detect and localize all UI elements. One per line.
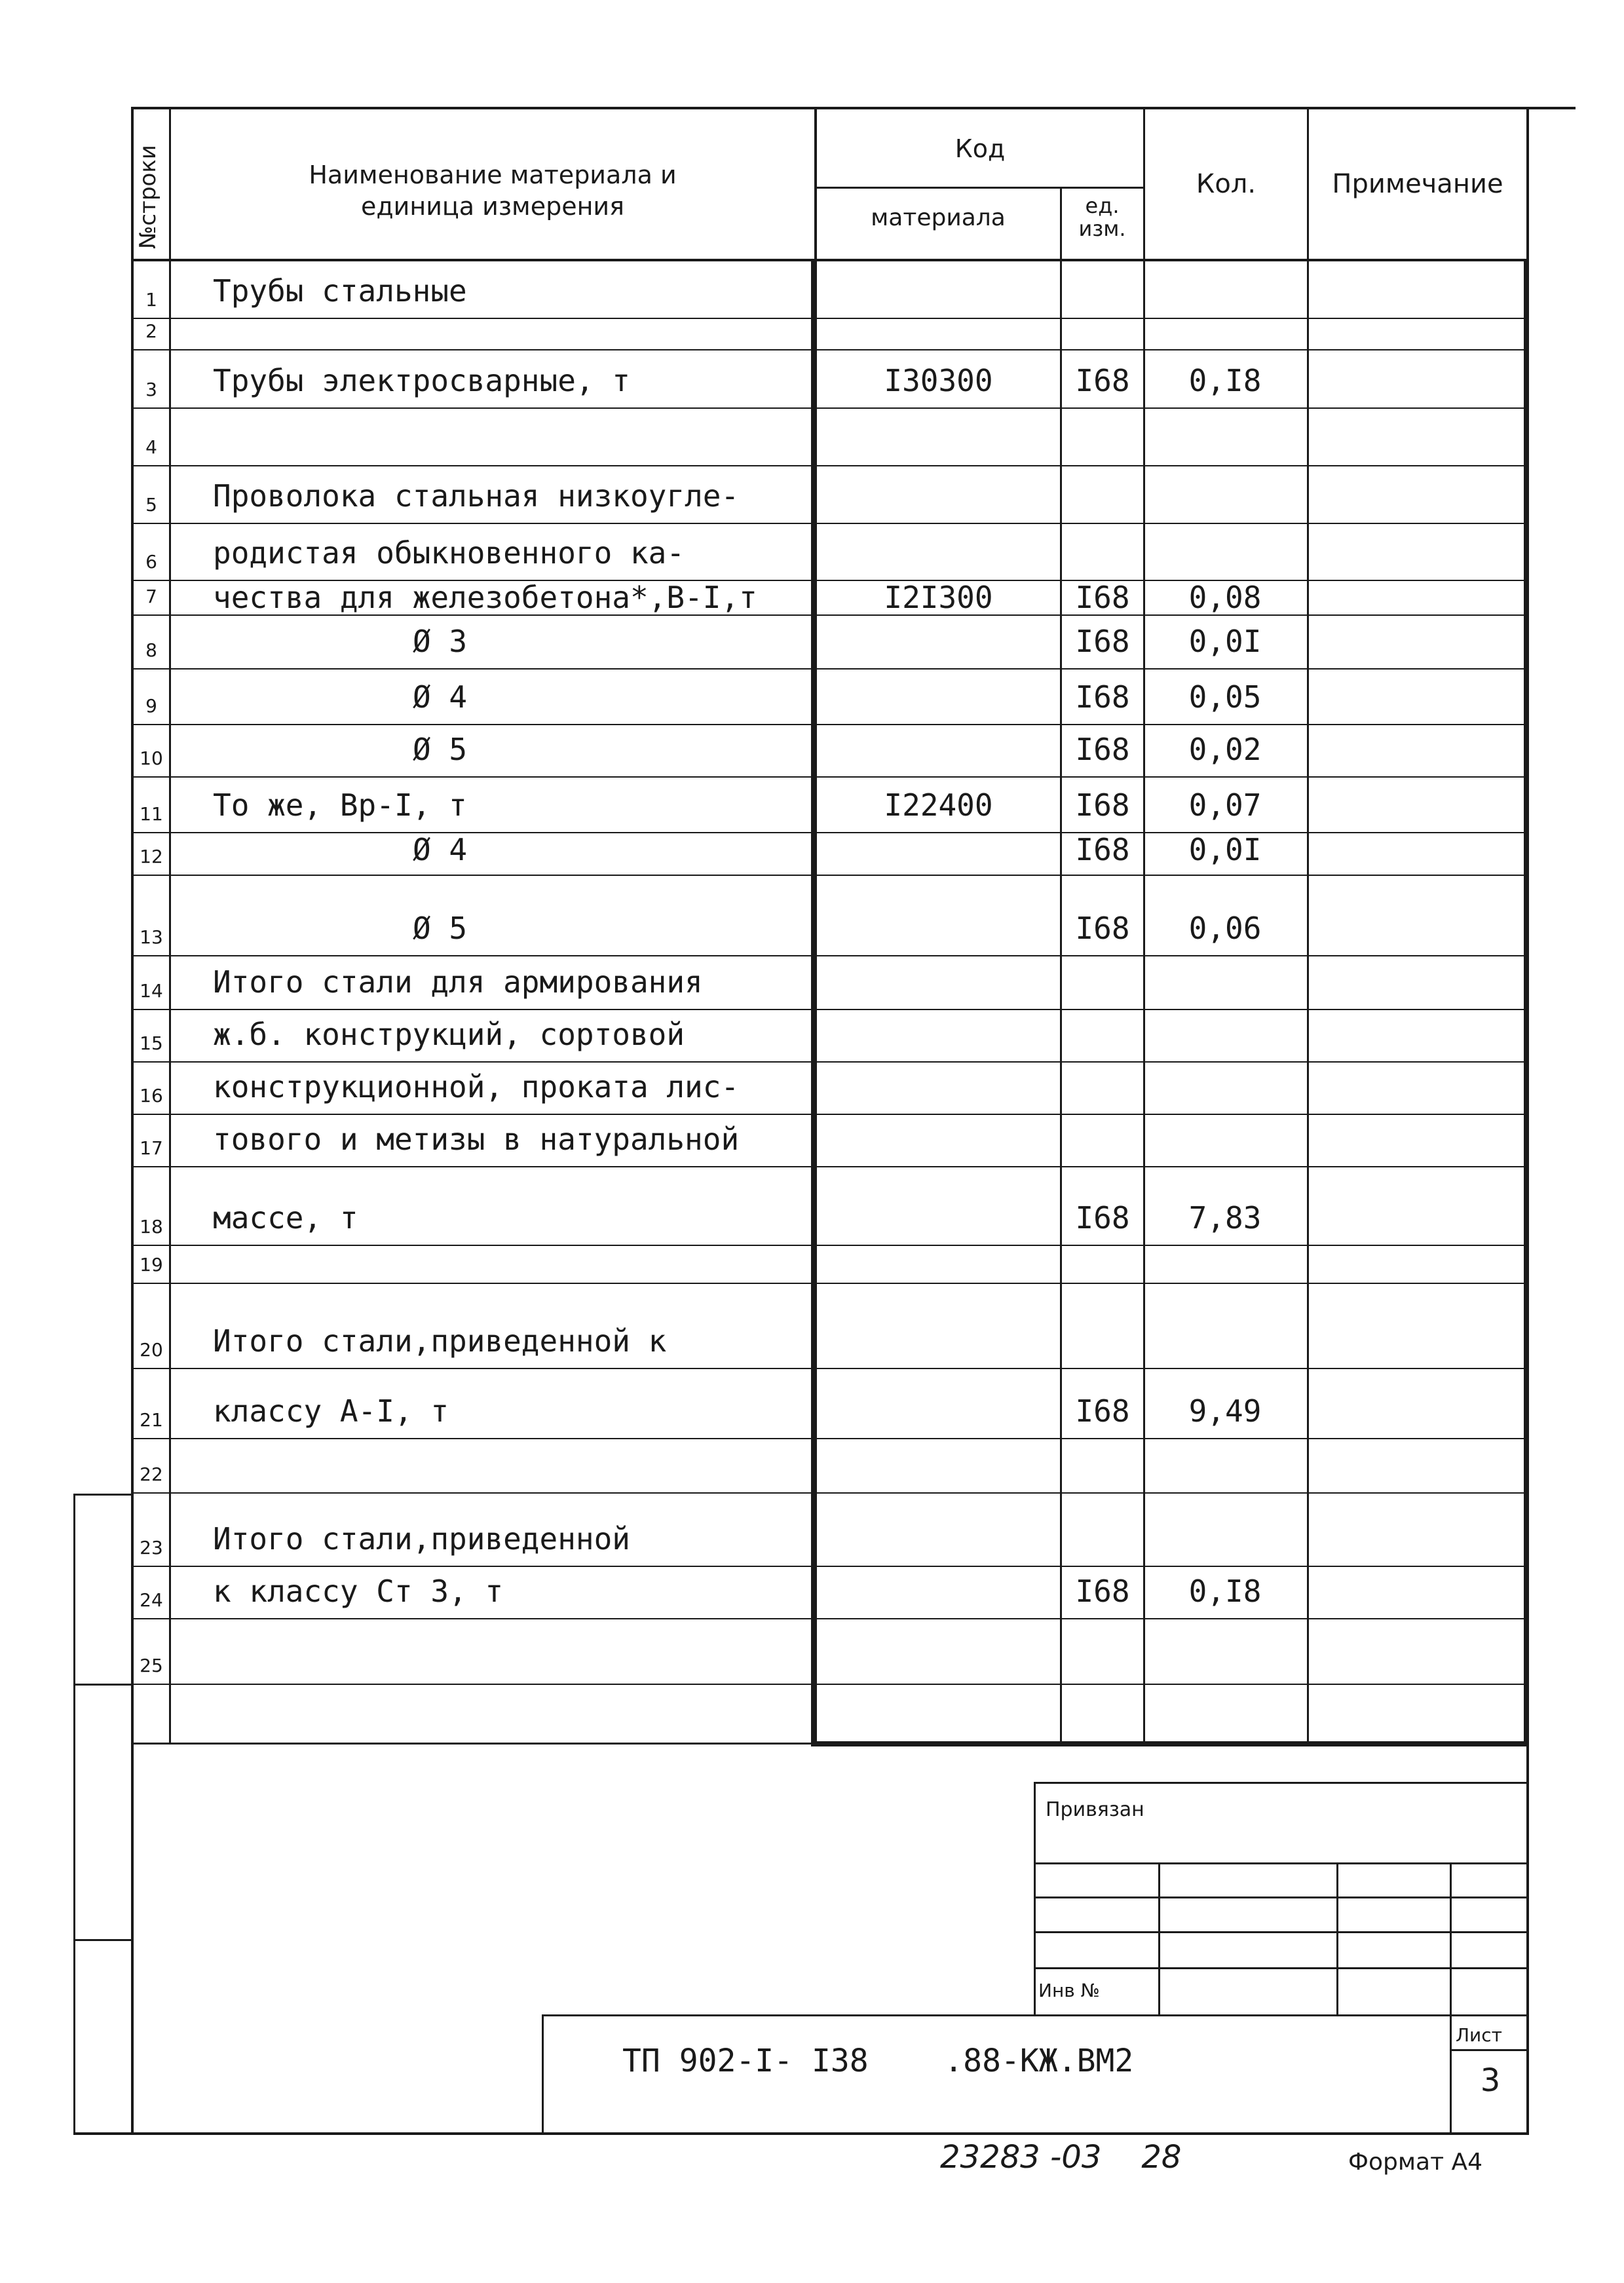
material-name: массе, т	[213, 1200, 358, 1236]
material-name: ж.б. конструкций, сортовой	[213, 1017, 685, 1052]
table-row	[0, 407, 1624, 465]
table-row	[0, 1166, 1624, 1245]
row-number: 5	[145, 494, 157, 516]
unit-code: I68	[1075, 1200, 1130, 1236]
quantity: 9,49	[1188, 1393, 1262, 1429]
table-row	[0, 1061, 1624, 1114]
row-number: 18	[140, 1216, 163, 1237]
row-number: 22	[140, 1463, 163, 1485]
material-name: чества для железобетона*,В-I,т	[213, 580, 757, 615]
table-row	[0, 776, 1624, 832]
table-row	[0, 465, 1624, 523]
material-name: Итого стали для армирования	[213, 964, 703, 1000]
row-number: 14	[140, 980, 163, 1002]
row-number: 3	[145, 379, 157, 400]
code-material-header: материала	[871, 204, 1006, 231]
stamp-main-left	[542, 2014, 544, 2134]
row-number: 16	[140, 1085, 163, 1106]
table-row	[0, 261, 1624, 318]
material-name: Проволока стальная низкоугле-	[213, 478, 740, 514]
table-row	[0, 875, 1624, 955]
table-row	[0, 523, 1624, 580]
material-name: классу А-I, т	[213, 1393, 449, 1429]
table-row	[0, 614, 1624, 668]
row-number: 11	[140, 803, 163, 825]
quantity: 0,0I	[1188, 832, 1262, 867]
unit-code: I68	[1075, 732, 1130, 767]
stamp-col-1	[1158, 1862, 1160, 2014]
row-number: 9	[145, 695, 157, 717]
table-row	[0, 832, 1624, 875]
row-number: 24	[140, 1589, 163, 1611]
row-number: 25	[140, 1655, 163, 1676]
row-number: 12	[140, 846, 163, 867]
table-row	[0, 668, 1624, 724]
quantity: 0,06	[1188, 911, 1262, 946]
table-row	[0, 1618, 1624, 1684]
table-row	[0, 1566, 1624, 1618]
table-row	[0, 1114, 1624, 1166]
unit-code: I68	[1075, 580, 1130, 615]
unit-code: I68	[1075, 787, 1130, 823]
table-row	[0, 1438, 1624, 1492]
material-name: Итого стали,приведенной	[213, 1521, 630, 1557]
material-name: Ø 4	[413, 832, 468, 867]
material-name: Итого стали,приведенной к	[213, 1323, 667, 1359]
sheet-label: Лист	[1456, 2024, 1502, 2046]
row-number: 8	[145, 639, 157, 661]
row-number: 21	[140, 1409, 163, 1431]
row-number: 20	[140, 1339, 163, 1361]
stamp-sheet-sep	[1450, 2049, 1529, 2051]
stamp-col-2	[1336, 1862, 1338, 2014]
stamp-row-1	[1034, 1862, 1529, 1864]
table-row	[0, 318, 1624, 349]
side-stamp-vert	[73, 1494, 75, 2134]
side-stamp-top	[73, 1494, 134, 1496]
doc-code: ТП 902-I- I38 .88-КЖ.ВМ2	[622, 2043, 1134, 2079]
table-row	[0, 1245, 1624, 1283]
material-name: Трубы электросварные, т	[213, 363, 630, 398]
quantity: 0,02	[1188, 732, 1262, 767]
row-number: 15	[140, 1032, 163, 1054]
note-header: Примечание	[1332, 169, 1503, 199]
unit-code: I68	[1075, 911, 1130, 946]
material-code: I22400	[884, 787, 993, 823]
row-number: 1	[145, 289, 157, 311]
unit-code: I68	[1075, 1393, 1130, 1429]
material-name: родистая обыкновенного ка-	[213, 535, 685, 571]
table-row	[0, 580, 1624, 614]
material-name: Ø 5	[413, 911, 468, 946]
material-code: I30300	[884, 363, 993, 398]
row-number: 19	[140, 1254, 163, 1275]
side-stamp-mid	[73, 1684, 134, 1686]
row-number: 6	[145, 551, 157, 573]
stamp-row-2	[1034, 1896, 1529, 1898]
sheet-number: 3	[1480, 2062, 1501, 2099]
row-no-header: №строки	[135, 145, 161, 249]
quantity: 0,0I	[1188, 624, 1262, 659]
code-header-sep	[814, 187, 1143, 189]
row-number: 23	[140, 1537, 163, 1558]
unit-code: I68	[1075, 679, 1130, 715]
name-header-line1: Наименование материала и	[309, 160, 677, 189]
material-name: Ø 5	[413, 732, 468, 767]
row-separator	[131, 1684, 1526, 1685]
unit-code: I68	[1075, 363, 1130, 398]
unit-code: I68	[1075, 1574, 1130, 1609]
quantity: 0,07	[1188, 787, 1262, 823]
table-row	[0, 1368, 1624, 1438]
side-stamp-low	[73, 1939, 134, 1941]
row-number: 2	[145, 320, 157, 342]
material-name: Ø 3	[413, 624, 468, 659]
table-row	[0, 1492, 1624, 1566]
material-name: конструкционной, проката лис-	[213, 1069, 740, 1104]
row-number: 13	[140, 926, 163, 948]
order-number: 23283 -03 28	[940, 2139, 1182, 2176]
material-name: тового и метизы в натуральной	[213, 1122, 740, 1157]
material-name: То же, Вр-I, т	[213, 787, 467, 823]
quantity: 7,83	[1188, 1200, 1262, 1236]
name-header-line2: единица измерения	[361, 192, 624, 221]
table-row	[0, 1283, 1624, 1368]
code-header: Код	[954, 134, 1006, 163]
stamp-row-4	[1034, 1967, 1529, 1969]
row-number: 7	[145, 586, 157, 607]
code-unit-header-line2: изм.	[1078, 216, 1126, 241]
table-row	[0, 955, 1624, 1009]
quantity: 0,08	[1188, 580, 1262, 615]
table-row	[0, 724, 1624, 776]
material-name: Ø 4	[413, 679, 468, 715]
row-number: 4	[145, 436, 157, 458]
bottom-border	[73, 2132, 1529, 2135]
top-border	[131, 107, 1576, 109]
material-name: к классу Ст 3, т	[213, 1574, 504, 1609]
code-unit-header-line1: ед.	[1085, 193, 1120, 218]
table-row	[0, 1009, 1624, 1061]
format-label: Формат А4	[1348, 2149, 1483, 2176]
material-name: Трубы стальные	[213, 273, 467, 309]
table-bottom	[131, 1743, 1529, 1745]
bound-label: Привязан	[1046, 1798, 1144, 1821]
stamp-row-3	[1034, 1931, 1529, 1933]
table-row	[0, 349, 1624, 407]
row-number: 17	[140, 1137, 163, 1159]
stamp-main-top	[542, 2014, 1529, 2016]
unit-code: I68	[1075, 624, 1130, 659]
qty-header: Кол.	[1196, 169, 1256, 199]
inv-label: Инв №	[1038, 1980, 1100, 2001]
quantity: 0,I8	[1188, 363, 1262, 398]
quantity: 0,I8	[1188, 1574, 1262, 1609]
row-number: 10	[140, 747, 163, 769]
unit-code: I68	[1075, 832, 1130, 867]
quantity: 0,05	[1188, 679, 1262, 715]
stamp-bound-top	[1034, 1782, 1529, 1784]
material-code: I2I300	[884, 580, 993, 615]
